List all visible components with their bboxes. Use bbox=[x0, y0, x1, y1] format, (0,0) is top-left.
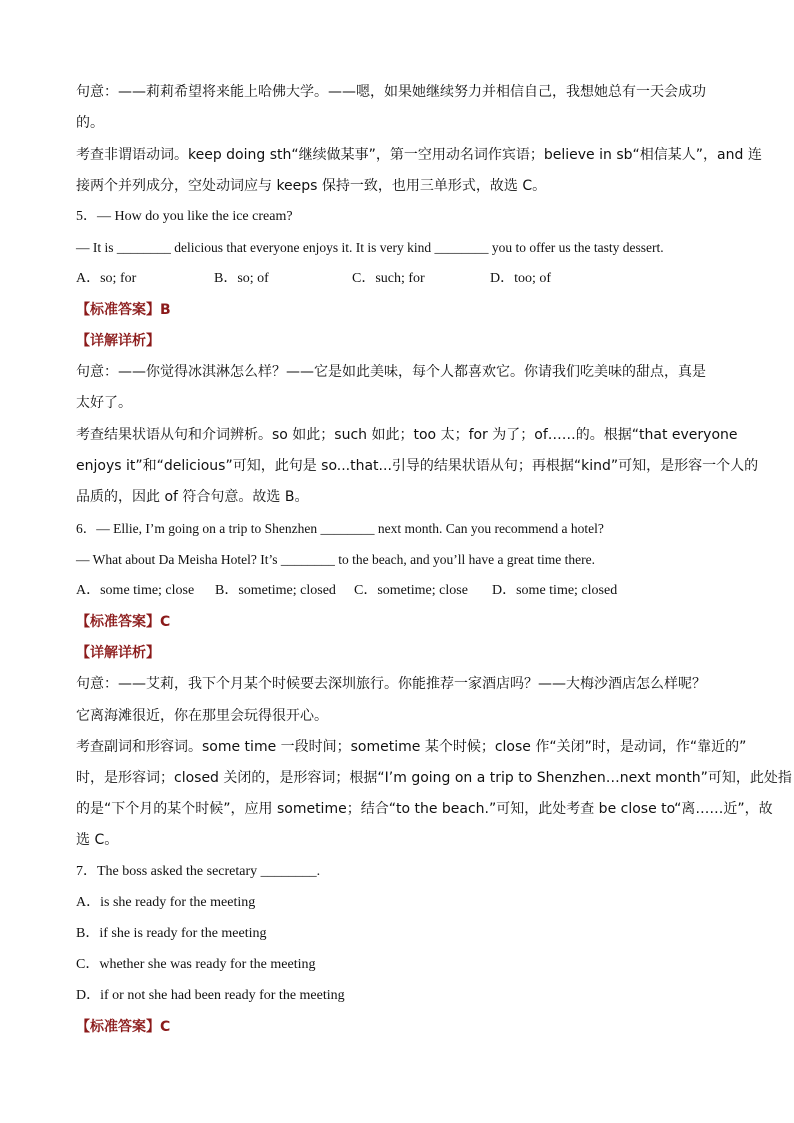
q5-analysis-line-3: 品质的，因此 of 符合句意。故选 B。 bbox=[76, 489, 309, 505]
q6-detail-tag: 【详解详析】 bbox=[76, 645, 160, 661]
q5-analysis-line-1: 考查结果状语从句和介词辨析。so 如此；such 如此；too 太；for 为了；of……的。根据“that everyone bbox=[76, 427, 738, 443]
q5-line-2: — It is ________ delicious that everyone enjoys it. It is very kind ________ you to offer us the tasty dessert. bbox=[76, 240, 664, 255]
q6-line-2: — What about Da Meisha Hotel? It’s ________ to the beach, and you’ll have a great time there. bbox=[76, 552, 595, 567]
q6-option-b: B．sometime; closed bbox=[215, 583, 336, 598]
q5-option-d: D．too; of bbox=[490, 271, 552, 286]
q6-analysis-line-2: 时，是形容词；closed 关闭的，是形容词；根据“I’m going on a trip to Shenzhen…next month”可知，此处指 bbox=[76, 770, 792, 786]
q6-option-d: D．some time; closed bbox=[492, 583, 618, 598]
q6-analysis-line-3: 的是“下个月的某个时候”，应用 sometime；结合“to the beach.”可知，此处考查 be close to“离……近”，故 bbox=[76, 801, 773, 817]
q4-analysis-line-2: 接两个并列成分，空处动词应与 keeps 保持一致，也用三单形式，故选 C。 bbox=[76, 178, 547, 194]
q7-answer: 【标准答案】C bbox=[76, 1019, 171, 1035]
q6-meaning-line-1: 句意：——艾莉，我下个月某个时候要去深圳旅行。你能推荐一家酒店吗？——大梅沙酒店怎么样呢？ bbox=[76, 676, 706, 692]
q7-option-c: C．whether she was ready for the meeting bbox=[76, 957, 316, 972]
q5-meaning-line-1: 句意：——你觉得冰淇淋怎么样？——它是如此美味，每个人都喜欢它。你请我们吃美味的甜点，真是 bbox=[76, 364, 706, 380]
q5-detail-tag: 【详解详析】 bbox=[76, 333, 160, 349]
q5-option-b: B．so; of bbox=[214, 271, 269, 286]
q5-stem: 5．— How do you like the ice cream? bbox=[76, 209, 293, 224]
q6-answer: 【标准答案】C bbox=[76, 614, 171, 630]
q7-option-d: D．if or not she had been ready for the meeting bbox=[76, 988, 345, 1003]
q6-stem: 6．— Ellie, I’m going on a trip to Shenzhen ________ next month. Can you recommend a hotel? bbox=[76, 521, 604, 536]
q6-meaning-line-2: 它离海滩很近，你在那里会玩得很开心。 bbox=[76, 708, 328, 724]
q4-meaning-line-2: 的。 bbox=[76, 115, 104, 131]
q6-analysis-line-1: 考查副词和形容词。some time 一段时间；sometime 某个时候；close 作“关闭”时，是动词，作“靠近的” bbox=[76, 739, 747, 755]
q5-answer: 【标准答案】B bbox=[76, 302, 171, 318]
q7-option-a: A．is she ready for the meeting bbox=[76, 895, 256, 910]
q6-option-a: A．some time; close bbox=[76, 583, 195, 598]
q5-options bbox=[76, 269, 726, 289]
q5-meaning-line-2: 太好了。 bbox=[76, 395, 132, 411]
q5-analysis-line-2: enjoys it”和“delicious”可知，此句是 so...that...引导的结果状语从句；再根据“kind”可知，是形容一个人的 bbox=[76, 458, 759, 474]
q5-option-a: A．so; for bbox=[76, 271, 137, 286]
q6-options bbox=[76, 581, 726, 601]
q4-meaning-line-1: 句意：——莉莉希望将来能上哈佛大学。——嗯，如果她继续努力并相信自己，我想她总有一天会成功 bbox=[76, 84, 706, 100]
q7-stem: 7．The boss asked the secretary ________. bbox=[76, 864, 321, 879]
q5-option-c: C．such; for bbox=[352, 271, 425, 286]
q4-analysis-line-1: 考查非谓语动词。keep doing sth“继续做某事”，第一空用动名词作宾语；believe in sb“相信某人”，and 连 bbox=[76, 147, 762, 163]
q7-option-b: B．if she is ready for the meeting bbox=[76, 926, 267, 941]
q6-analysis-line-4: 选 C。 bbox=[76, 832, 119, 848]
q6-option-c: C．sometime; close bbox=[354, 583, 468, 598]
